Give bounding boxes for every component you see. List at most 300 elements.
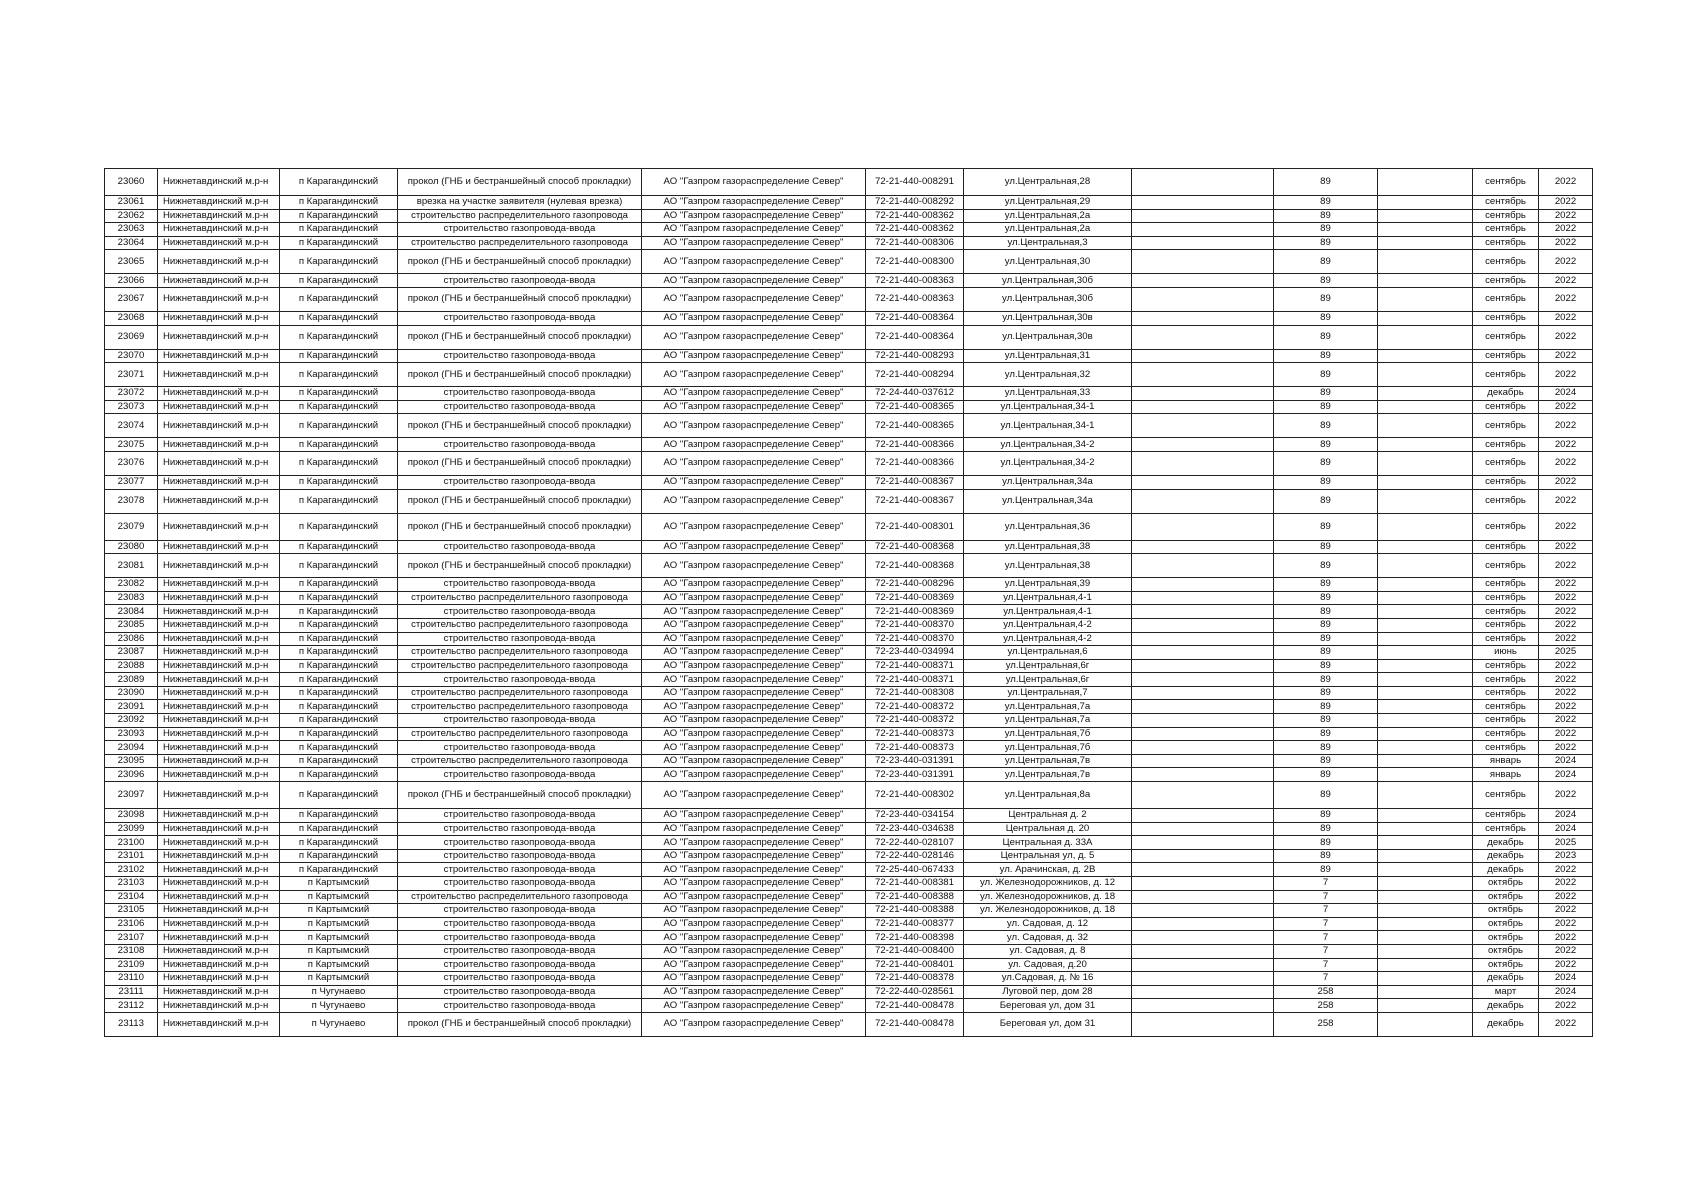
- cell-month: декабрь: [1473, 849, 1539, 863]
- cell-district: Нижнетавдинский м.р-н: [158, 809, 280, 823]
- cell-cadastral-number: 72-21-440-008368: [866, 540, 964, 554]
- cell-code: 89: [1274, 782, 1378, 809]
- cell-locality: п Карагандинский: [280, 475, 398, 489]
- cell-month: декабрь: [1473, 999, 1539, 1013]
- cell-empty: [1132, 578, 1274, 592]
- cell-code: 89: [1274, 169, 1378, 196]
- cell-cadastral-number: 72-24-440-037612: [866, 387, 964, 401]
- cell-address: ул.Центральная,34-1: [964, 414, 1132, 438]
- cell-cadastral-number: 72-21-440-008302: [866, 782, 964, 809]
- cell-number: 23086: [105, 632, 158, 646]
- cell-address: Береговая ул, дом 31: [964, 999, 1132, 1013]
- cell-district: Нижнетавдинский м.р-н: [158, 513, 280, 540]
- cell-code: 89: [1274, 236, 1378, 250]
- cell-year: 2022: [1539, 489, 1593, 513]
- cell-organization: АО "Газпром газораспределение Север": [642, 451, 866, 475]
- table-row: [105, 591, 1593, 605]
- cell-district: Нижнетавдинский м.р-н: [158, 554, 280, 578]
- cell-code: 89: [1274, 836, 1378, 850]
- cell-district: Нижнетавдинский м.р-н: [158, 223, 280, 237]
- cell-code: 89: [1274, 632, 1378, 646]
- cell-number: 23062: [105, 209, 158, 223]
- cell-number: 23103: [105, 877, 158, 891]
- cell-month: сентябрь: [1473, 578, 1539, 592]
- cell-month: сентябрь: [1473, 169, 1539, 196]
- cell-code: 7: [1274, 890, 1378, 904]
- table-row: [105, 782, 1593, 809]
- cell-address: ул.Центральная,34-2: [964, 438, 1132, 452]
- cell-code: 7: [1274, 931, 1378, 945]
- cell-work-type: строительство газопровода-ввода: [398, 917, 642, 931]
- cell-empty: [1378, 400, 1473, 414]
- cell-address: ул.Центральная,7а: [964, 714, 1132, 728]
- cell-empty: [1132, 741, 1274, 755]
- cell-work-type: строительство газопровода-ввода: [398, 673, 642, 687]
- cell-month: июнь: [1473, 646, 1539, 660]
- cell-empty: [1132, 944, 1274, 958]
- cell-empty: [1132, 809, 1274, 823]
- cell-locality: п Чугунаево: [280, 999, 398, 1013]
- cell-work-type: строительство распределительного газопровода: [398, 754, 642, 768]
- cell-district: Нижнетавдинский м.р-н: [158, 618, 280, 632]
- cell-month: сентябрь: [1473, 287, 1539, 311]
- cell-empty: [1378, 972, 1473, 986]
- cell-month: сентябрь: [1473, 209, 1539, 223]
- cell-empty: [1132, 931, 1274, 945]
- table-row: [105, 325, 1593, 349]
- cell-locality: п Картымский: [280, 877, 398, 891]
- cell-cadastral-number: 72-23-440-031391: [866, 768, 964, 782]
- cell-empty: [1132, 554, 1274, 578]
- cell-number: 23097: [105, 782, 158, 809]
- cell-address: ул.Центральная,2а: [964, 209, 1132, 223]
- cell-locality: п Карагандинский: [280, 414, 398, 438]
- cell-year: 2022: [1539, 311, 1593, 325]
- cell-locality: п Карагандинский: [280, 169, 398, 196]
- cell-number: 23083: [105, 591, 158, 605]
- cell-month: декабрь: [1473, 972, 1539, 986]
- cell-work-type: прокол (ГНБ и бестраншейный способ прокладки): [398, 287, 642, 311]
- cell-number: 23075: [105, 438, 158, 452]
- cell-district: Нижнетавдинский м.р-н: [158, 451, 280, 475]
- cell-empty: [1378, 822, 1473, 836]
- cell-work-type: строительство газопровода-ввода: [398, 400, 642, 414]
- cell-locality: п Картымский: [280, 972, 398, 986]
- cell-empty: [1378, 890, 1473, 904]
- cell-number: 23079: [105, 513, 158, 540]
- cell-year: 2022: [1539, 782, 1593, 809]
- cell-number: 23076: [105, 451, 158, 475]
- table-row: [105, 618, 1593, 632]
- cell-work-type: строительство распределительного газопровода: [398, 659, 642, 673]
- cell-organization: АО "Газпром газораспределение Север": [642, 904, 866, 918]
- cell-address: Центральная д. 33А: [964, 836, 1132, 850]
- cell-work-type: строительство газопровода-ввода: [398, 836, 642, 850]
- cell-year: 2022: [1539, 618, 1593, 632]
- cell-empty: [1378, 863, 1473, 877]
- cell-year: 2022: [1539, 578, 1593, 592]
- cell-empty: [1132, 782, 1274, 809]
- cell-year: 2022: [1539, 400, 1593, 414]
- cell-month: сентябрь: [1473, 782, 1539, 809]
- cell-address: ул.Центральная,3: [964, 236, 1132, 250]
- cell-organization: АО "Газпром газораспределение Север": [642, 958, 866, 972]
- cell-year: 2022: [1539, 540, 1593, 554]
- cell-code: 89: [1274, 591, 1378, 605]
- cell-empty: [1132, 618, 1274, 632]
- cell-organization: АО "Газпром газораспределение Север": [642, 686, 866, 700]
- table-row: [105, 387, 1593, 401]
- cell-month: октябрь: [1473, 890, 1539, 904]
- cell-number: 23111: [105, 985, 158, 999]
- cell-empty: [1132, 686, 1274, 700]
- cell-empty: [1378, 999, 1473, 1013]
- cell-empty: [1378, 782, 1473, 809]
- cell-work-type: прокол (ГНБ и бестраншейный способ прокладки): [398, 782, 642, 809]
- cell-month: декабрь: [1473, 836, 1539, 850]
- cell-address: ул.Центральная,34-1: [964, 400, 1132, 414]
- cell-locality: п Карагандинский: [280, 836, 398, 850]
- cell-month: сентябрь: [1473, 363, 1539, 387]
- cell-number: 23104: [105, 890, 158, 904]
- cell-code: 258: [1274, 1012, 1378, 1036]
- cell-district: Нижнетавдинский м.р-н: [158, 782, 280, 809]
- cell-number: 23095: [105, 754, 158, 768]
- cell-code: 89: [1274, 809, 1378, 823]
- cell-work-type: строительство газопровода-ввода: [398, 849, 642, 863]
- table-row: [105, 438, 1593, 452]
- cell-year: 2022: [1539, 169, 1593, 196]
- cell-cadastral-number: 72-21-440-008370: [866, 632, 964, 646]
- cell-locality: п Картымский: [280, 931, 398, 945]
- cell-empty: [1132, 250, 1274, 274]
- cell-year: 2025: [1539, 646, 1593, 660]
- cell-district: Нижнетавдинский м.р-н: [158, 985, 280, 999]
- cell-address: ул.Центральная,33: [964, 387, 1132, 401]
- table-row: [105, 768, 1593, 782]
- cell-month: сентябрь: [1473, 632, 1539, 646]
- cell-empty: [1378, 700, 1473, 714]
- cell-work-type: строительство газопровода-ввода: [398, 475, 642, 489]
- cell-district: Нижнетавдинский м.р-н: [158, 489, 280, 513]
- cell-district: Нижнетавдинский м.р-н: [158, 863, 280, 877]
- cell-cadastral-number: 72-21-440-008377: [866, 917, 964, 931]
- cell-number: 23069: [105, 325, 158, 349]
- cell-empty: [1132, 754, 1274, 768]
- table-row: [105, 999, 1593, 1013]
- table-row: [105, 209, 1593, 223]
- cell-year: 2022: [1539, 727, 1593, 741]
- cell-organization: АО "Газпром газораспределение Север": [642, 809, 866, 823]
- cell-address: ул.Центральная,7б: [964, 741, 1132, 755]
- cell-number: 23099: [105, 822, 158, 836]
- cell-district: Нижнетавдинский м.р-н: [158, 646, 280, 660]
- cell-year: 2022: [1539, 673, 1593, 687]
- cell-month: октябрь: [1473, 931, 1539, 945]
- cell-empty: [1378, 632, 1473, 646]
- cell-empty: [1378, 489, 1473, 513]
- cell-code: 89: [1274, 274, 1378, 288]
- cell-empty: [1378, 754, 1473, 768]
- cell-district: Нижнетавдинский м.р-н: [158, 849, 280, 863]
- cell-empty: [1378, 877, 1473, 891]
- cell-year: 2022: [1539, 917, 1593, 931]
- cell-empty: [1378, 387, 1473, 401]
- cell-organization: АО "Газпром газораспределение Север": [642, 618, 866, 632]
- cell-district: Нижнетавдинский м.р-н: [158, 904, 280, 918]
- cell-year: 2022: [1539, 931, 1593, 945]
- cell-cadastral-number: 72-21-440-008365: [866, 400, 964, 414]
- cell-cadastral-number: 72-21-440-008372: [866, 714, 964, 728]
- cell-cadastral-number: 72-21-440-008373: [866, 741, 964, 755]
- cell-empty: [1378, 223, 1473, 237]
- cell-empty: [1132, 917, 1274, 931]
- cell-code: 89: [1274, 387, 1378, 401]
- table-row: [105, 714, 1593, 728]
- cell-address: ул.Центральная,4-1: [964, 591, 1132, 605]
- cell-empty: [1132, 591, 1274, 605]
- cell-empty: [1378, 196, 1473, 210]
- cell-year: 2024: [1539, 768, 1593, 782]
- cell-code: 89: [1274, 754, 1378, 768]
- cell-cadastral-number: 72-23-440-034154: [866, 809, 964, 823]
- cell-month: сентябрь: [1473, 513, 1539, 540]
- cell-month: сентябрь: [1473, 223, 1539, 237]
- cell-organization: АО "Газпром газораспределение Север": [642, 540, 866, 554]
- cell-number: 23071: [105, 363, 158, 387]
- cell-address: ул.Центральная,39: [964, 578, 1132, 592]
- cell-code: 89: [1274, 475, 1378, 489]
- cell-address: ул.Центральная,31: [964, 349, 1132, 363]
- cell-empty: [1378, 578, 1473, 592]
- cell-cadastral-number: 72-21-440-008367: [866, 489, 964, 513]
- cell-district: Нижнетавдинский м.р-н: [158, 169, 280, 196]
- cell-address: ул.Центральная,6: [964, 646, 1132, 660]
- cell-number: 23102: [105, 863, 158, 877]
- cell-cadastral-number: 72-21-440-008362: [866, 223, 964, 237]
- cell-empty: [1132, 768, 1274, 782]
- cell-locality: п Карагандинский: [280, 659, 398, 673]
- cell-organization: АО "Газпром газораспределение Север": [642, 209, 866, 223]
- cell-number: 23113: [105, 1012, 158, 1036]
- cell-code: 258: [1274, 999, 1378, 1013]
- cell-empty: [1132, 475, 1274, 489]
- cell-work-type: строительство газопровода-ввода: [398, 714, 642, 728]
- table-row: [105, 890, 1593, 904]
- cell-organization: АО "Газпром газораспределение Север": [642, 236, 866, 250]
- cell-locality: п Картымский: [280, 890, 398, 904]
- table-row: [105, 985, 1593, 999]
- cell-district: Нижнетавдинский м.р-н: [158, 475, 280, 489]
- cell-address: ул.Центральная,30б: [964, 274, 1132, 288]
- table-row: [105, 754, 1593, 768]
- cell-work-type: строительство распределительного газопровода: [398, 209, 642, 223]
- cell-organization: АО "Газпром газораспределение Север": [642, 287, 866, 311]
- cell-district: Нижнетавдинский м.р-н: [158, 1012, 280, 1036]
- cell-district: Нижнетавдинский м.р-н: [158, 632, 280, 646]
- cell-work-type: строительство распределительного газопровода: [398, 727, 642, 741]
- cell-locality: п Карагандинский: [280, 673, 398, 687]
- cell-cadastral-number: 72-21-440-008364: [866, 311, 964, 325]
- cell-year: 2024: [1539, 972, 1593, 986]
- cell-empty: [1132, 659, 1274, 673]
- cell-locality: п Карагандинский: [280, 686, 398, 700]
- table-row: [105, 169, 1593, 196]
- cell-district: Нижнетавдинский м.р-н: [158, 958, 280, 972]
- cell-district: Нижнетавдинский м.р-н: [158, 822, 280, 836]
- cell-code: 89: [1274, 741, 1378, 755]
- cell-year: 2022: [1539, 250, 1593, 274]
- cell-locality: п Карагандинский: [280, 274, 398, 288]
- cell-number: 23100: [105, 836, 158, 850]
- cell-year: 2022: [1539, 438, 1593, 452]
- table-row: [105, 849, 1593, 863]
- cell-code: 7: [1274, 917, 1378, 931]
- cell-district: Нижнетавдинский м.р-н: [158, 754, 280, 768]
- cell-organization: АО "Газпром газораспределение Север": [642, 646, 866, 660]
- cell-month: сентябрь: [1473, 325, 1539, 349]
- cell-locality: п Картымский: [280, 904, 398, 918]
- table-body: [105, 169, 1593, 1037]
- cell-organization: АО "Газпром газораспределение Север": [642, 414, 866, 438]
- cell-empty: [1132, 209, 1274, 223]
- cell-cadastral-number: 72-23-440-031391: [866, 754, 964, 768]
- cell-code: 89: [1274, 863, 1378, 877]
- cell-year: 2022: [1539, 890, 1593, 904]
- cell-empty: [1378, 931, 1473, 945]
- cell-organization: АО "Газпром газораспределение Север": [642, 605, 866, 619]
- cell-month: сентябрь: [1473, 400, 1539, 414]
- cell-empty: [1378, 414, 1473, 438]
- cell-month: сентябрь: [1473, 349, 1539, 363]
- cell-year: 2022: [1539, 877, 1593, 891]
- cell-year: 2024: [1539, 754, 1593, 768]
- cell-number: 23087: [105, 646, 158, 660]
- cell-month: декабрь: [1473, 863, 1539, 877]
- cell-address: ул.Центральная,6г: [964, 659, 1132, 673]
- cell-organization: АО "Газпром газораспределение Север": [642, 311, 866, 325]
- cell-work-type: строительство газопровода-ввода: [398, 904, 642, 918]
- cell-empty: [1132, 513, 1274, 540]
- cell-code: 7: [1274, 877, 1378, 891]
- cell-cadastral-number: 72-21-440-008294: [866, 363, 964, 387]
- cell-district: Нижнетавдинский м.р-н: [158, 400, 280, 414]
- cell-empty: [1132, 958, 1274, 972]
- cell-work-type: строительство газопровода-ввода: [398, 274, 642, 288]
- cell-locality: п Карагандинский: [280, 849, 398, 863]
- cell-work-type: строительство газопровода-ввода: [398, 311, 642, 325]
- cell-district: Нижнетавдинский м.р-н: [158, 591, 280, 605]
- cell-year: 2022: [1539, 196, 1593, 210]
- cell-organization: АО "Газпром газораспределение Север": [642, 489, 866, 513]
- cell-month: март: [1473, 985, 1539, 999]
- table-row: [105, 863, 1593, 877]
- cell-organization: АО "Газпром газораспределение Север": [642, 782, 866, 809]
- cell-empty: [1132, 727, 1274, 741]
- cell-locality: п Карагандинский: [280, 605, 398, 619]
- cell-locality: п Карагандинский: [280, 782, 398, 809]
- cell-number: 23080: [105, 540, 158, 554]
- cell-locality: п Карагандинский: [280, 451, 398, 475]
- cell-work-type: строительство распределительного газопровода: [398, 686, 642, 700]
- cell-empty: [1378, 325, 1473, 349]
- cell-number: 23061: [105, 196, 158, 210]
- cell-code: 89: [1274, 686, 1378, 700]
- cell-organization: АО "Газпром газораспределение Север": [642, 1012, 866, 1036]
- cell-organization: АО "Газпром газораспределение Север": [642, 754, 866, 768]
- cell-district: Нижнетавдинский м.р-н: [158, 605, 280, 619]
- cell-cadastral-number: 72-21-440-008293: [866, 349, 964, 363]
- cell-empty: [1132, 890, 1274, 904]
- cell-empty: [1378, 169, 1473, 196]
- cell-empty: [1378, 741, 1473, 755]
- cell-address: ул.Центральная,34а: [964, 475, 1132, 489]
- cell-address: Центральная ул, д. 5: [964, 849, 1132, 863]
- cell-empty: [1132, 489, 1274, 513]
- cell-organization: АО "Газпром газораспределение Север": [642, 985, 866, 999]
- cell-month: январь: [1473, 768, 1539, 782]
- cell-cadastral-number: 72-21-440-008371: [866, 659, 964, 673]
- cell-address: ул.Центральная,36: [964, 513, 1132, 540]
- cell-number: 23093: [105, 727, 158, 741]
- cell-work-type: строительство газопровода-ввода: [398, 438, 642, 452]
- cell-work-type: строительство распределительного газопровода: [398, 236, 642, 250]
- cell-cadastral-number: 72-21-440-008370: [866, 618, 964, 632]
- cell-work-type: прокол (ГНБ и бестраншейный способ прокладки): [398, 363, 642, 387]
- cell-month: сентябрь: [1473, 236, 1539, 250]
- cell-address: ул. Железнодорожников, д. 18: [964, 904, 1132, 918]
- cell-code: 89: [1274, 822, 1378, 836]
- table-row: [105, 809, 1593, 823]
- cell-locality: п Карагандинский: [280, 591, 398, 605]
- cell-district: Нижнетавдинский м.р-н: [158, 673, 280, 687]
- cell-district: Нижнетавдинский м.р-н: [158, 196, 280, 210]
- table-row: [105, 958, 1593, 972]
- cell-district: Нижнетавдинский м.р-н: [158, 727, 280, 741]
- cell-year: 2022: [1539, 1012, 1593, 1036]
- cell-code: 89: [1274, 714, 1378, 728]
- cell-cadastral-number: 72-21-440-008367: [866, 475, 964, 489]
- cell-organization: АО "Газпром газораспределение Север": [642, 727, 866, 741]
- cell-address: Центральная д. 20: [964, 822, 1132, 836]
- cell-empty: [1378, 809, 1473, 823]
- cell-empty: [1132, 451, 1274, 475]
- cell-work-type: строительство распределительного газопровода: [398, 591, 642, 605]
- cell-month: сентябрь: [1473, 714, 1539, 728]
- cell-empty: [1132, 605, 1274, 619]
- cell-code: 89: [1274, 578, 1378, 592]
- cell-number: 23067: [105, 287, 158, 311]
- cell-district: Нижнетавдинский м.р-н: [158, 659, 280, 673]
- table-row: [105, 414, 1593, 438]
- cell-number: 23084: [105, 605, 158, 619]
- cell-empty: [1132, 673, 1274, 687]
- cell-empty: [1378, 917, 1473, 931]
- cell-district: Нижнетавдинский м.р-н: [158, 714, 280, 728]
- cell-code: 89: [1274, 451, 1378, 475]
- table-row: [105, 287, 1593, 311]
- cell-locality: п Карагандинский: [280, 554, 398, 578]
- cell-month: сентябрь: [1473, 196, 1539, 210]
- table-row: [105, 311, 1593, 325]
- cell-work-type: строительство газопровода-ввода: [398, 741, 642, 755]
- cell-work-type: прокол (ГНБ и бестраншейный способ прокладки): [398, 1012, 642, 1036]
- table-row: [105, 1012, 1593, 1036]
- cell-empty: [1132, 999, 1274, 1013]
- cell-month: сентябрь: [1473, 489, 1539, 513]
- cell-number: 23101: [105, 849, 158, 863]
- cell-locality: п Картымский: [280, 958, 398, 972]
